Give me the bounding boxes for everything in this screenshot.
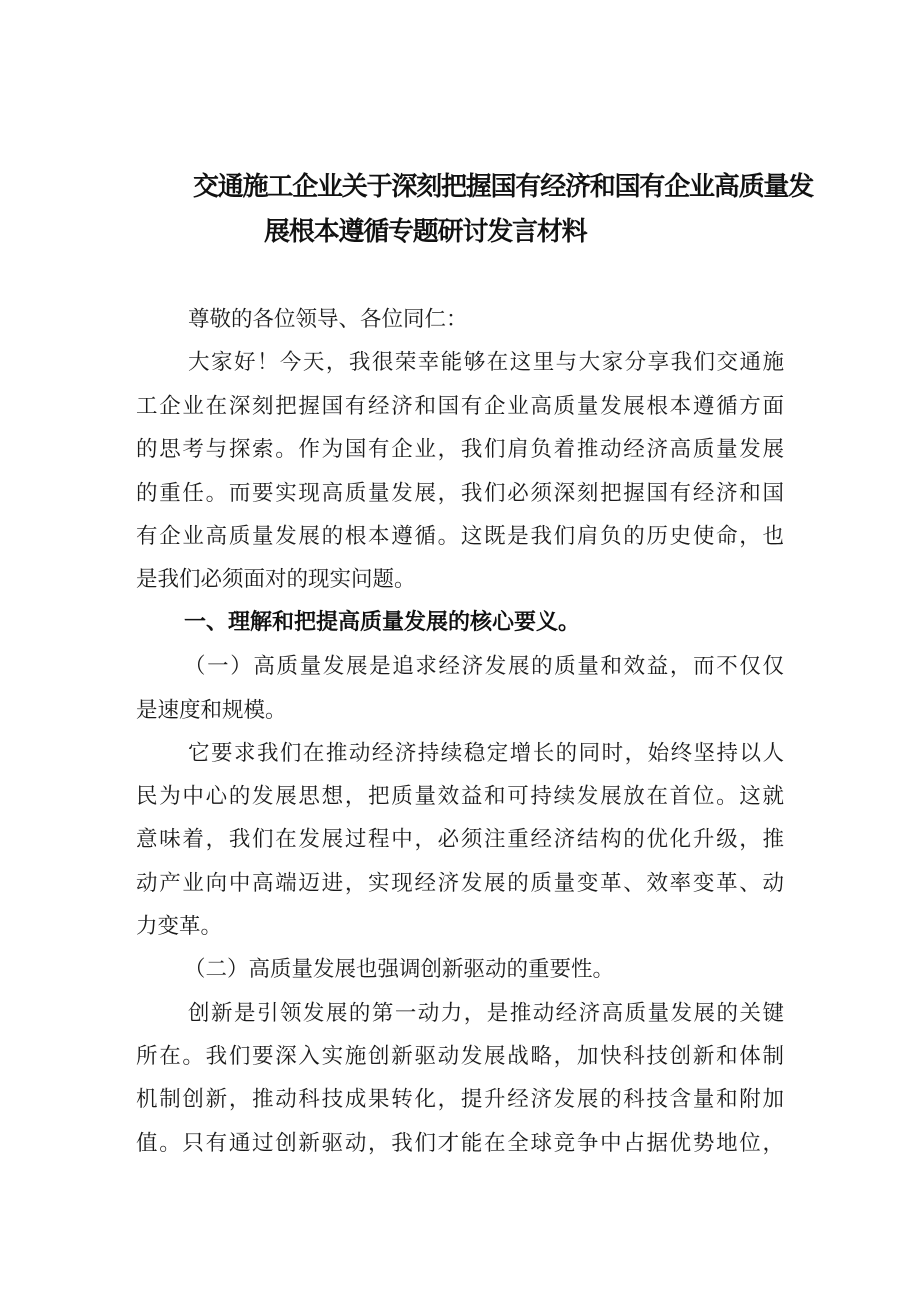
body-line: 是我们必须面对的现实问题。 bbox=[136, 567, 416, 592]
subsection-heading-2: （二）高质量发展也强调创新驱动的重要性。 bbox=[184, 957, 615, 982]
body-line: 动产业向中高端迈进，实现经济发展的质量变革、效率变革、动 bbox=[136, 871, 784, 896]
body-line: 力变革。 bbox=[136, 914, 223, 939]
salutation: 尊敬的各位领导、各位同仁： bbox=[188, 307, 468, 332]
body-line: 值。只有通过创新驱动，我们才能在全球竞争中占据优势地位， bbox=[136, 1131, 784, 1156]
body-line: 民为中心的发展思想，把质量效益和可持续发展放在首位。这就 bbox=[136, 784, 784, 809]
section-heading-1: 一、理解和把提高质量发展的核心要义。 bbox=[184, 610, 581, 635]
subsection-heading-1: （一）高质量发展是追求经济发展的质量和效益，而不仅仅 bbox=[184, 654, 784, 679]
body-line: 大家好！今天，我很荣幸能够在这里与大家分享我们交通施 bbox=[188, 350, 784, 375]
body-line: 意味着，我们在发展过程中，必须注重经济结构的优化升级，推 bbox=[136, 827, 784, 852]
body-line: 它要求我们在推动经济持续稳定增长的同时，始终坚持以人 bbox=[188, 741, 784, 766]
document-title-line-2: 展根本遵循专题研讨发言材料 bbox=[264, 217, 587, 247]
document-title-line-1: 交通施工企业关于深刻把握国有经济和国有企业高质量发 bbox=[193, 172, 814, 202]
body-line: 的重任。而要实现高质量发展，我们必须深刻把握国有经济和国 bbox=[136, 481, 784, 506]
body-line: 所在。我们要深入实施创新驱动发展战略，加快科技创新和体制 bbox=[136, 1044, 784, 1069]
body-line: 是速度和规模。 bbox=[136, 698, 287, 723]
body-line: 的思考与探索。作为国有企业，我们肩负着推动经济高质量发展 bbox=[136, 437, 784, 462]
body-line: 工企业在深刻把握国有经济和国有企业高质量发展根本遵循方面 bbox=[136, 394, 784, 419]
body-line: 机制创新，推动科技成果转化，提升经济发展的科技含量和附加 bbox=[136, 1087, 784, 1112]
body-line: 有企业高质量发展的根本遵循。这既是我们肩负的历史使命，也 bbox=[136, 524, 784, 549]
body-line: 创新是引领发展的第一动力，是推动经济高质量发展的关键 bbox=[188, 1001, 784, 1026]
